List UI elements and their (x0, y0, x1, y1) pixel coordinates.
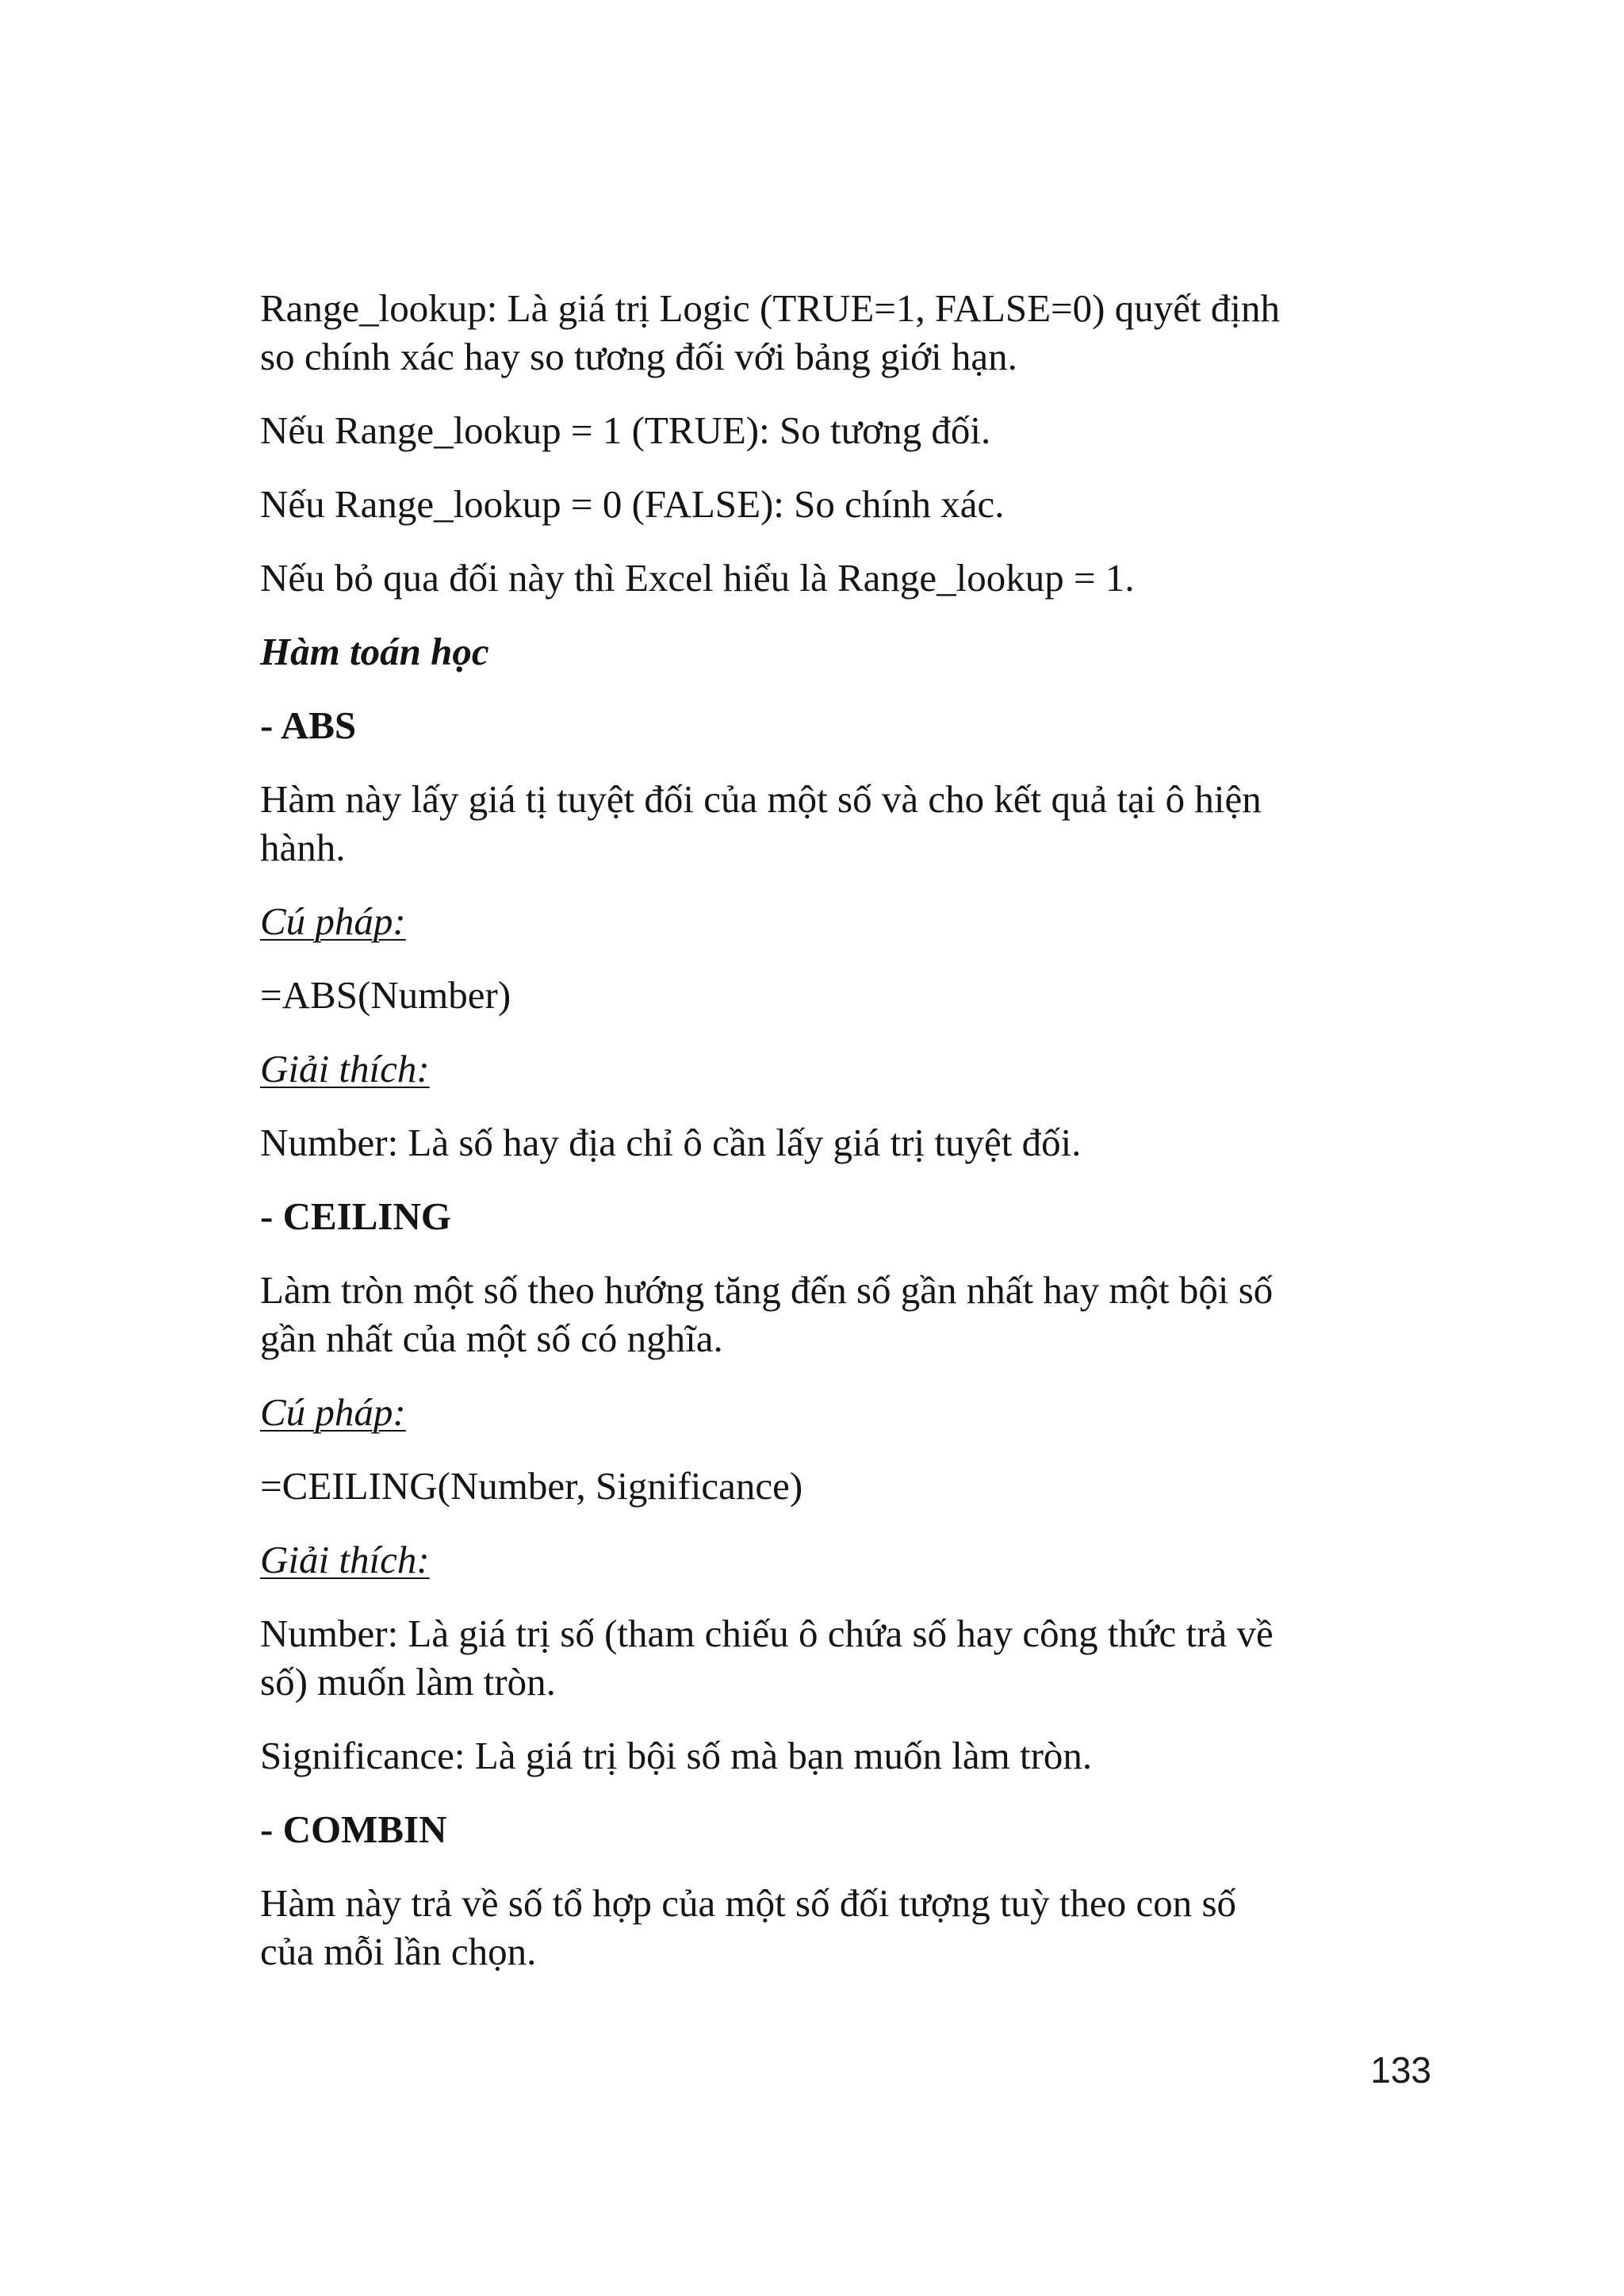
ceiling-arg-significance: Significance: Là giá trị bội số mà bạn muốn làm tròn. (260, 1734, 1093, 1777)
abs-description: Hàm này lấy giá tị tuyệt đối của một số và cho kết quả tại ô hiện hành. (260, 777, 1262, 869)
ceiling-syntax: =CEILING(Number, Significance) (260, 1464, 803, 1508)
ceiling-description: Làm tròn một số theo hướng tăng đến số gần nhất hay một bội số gần nhất của một số có nghĩa. (260, 1268, 1274, 1360)
function-title-ceiling: - CEILING (260, 1194, 451, 1238)
range-lookup-description: Range_lookup: Là giá trị Logic (TRUE=1, FALSE=0) quyết định so chính xác hay so tương đối với bảng giới hạn. (260, 286, 1280, 378)
abs-explain-label: Giải thích: (260, 1047, 430, 1091)
abs-arg-number: Number: Là số hay địa chỉ ô cần lấy giá trị tuyệt đối. (260, 1121, 1082, 1164)
abs-syntax-label: Cú pháp: (260, 899, 406, 943)
page-number: 133 (1370, 2049, 1431, 2091)
range-lookup-true-note: Nếu Range_lookup = 1 (TRUE): So tương đối. (260, 408, 991, 452)
range-lookup-default-note: Nếu bỏ qua đối này thì Excel hiểu là Range_lookup = 1. (260, 556, 1135, 600)
abs-syntax: =ABS(Number) (260, 973, 511, 1017)
range-lookup-false-note: Nếu Range_lookup = 0 (FALSE): So chính xác. (260, 482, 1005, 526)
function-title-combin: - COMBIN (260, 1807, 447, 1851)
page-body (260, 284, 1432, 2001)
combin-description: Hàm này trả về số tổ hợp của một số đối tượng tuỳ theo con số của mỗi lần chọn. (260, 1881, 1237, 1973)
section-title-math-functions: Hàm toán học (260, 630, 489, 673)
ceiling-explain-label: Giải thích: (260, 1538, 430, 1581)
function-title-abs: - ABS (260, 703, 357, 747)
ceiling-syntax-label: Cú pháp: (260, 1390, 406, 1434)
ceiling-arg-number: Number: Là giá trị số (tham chiếu ô chứa số hay công thức trả về số) muốn làm tròn. (260, 1612, 1274, 1704)
